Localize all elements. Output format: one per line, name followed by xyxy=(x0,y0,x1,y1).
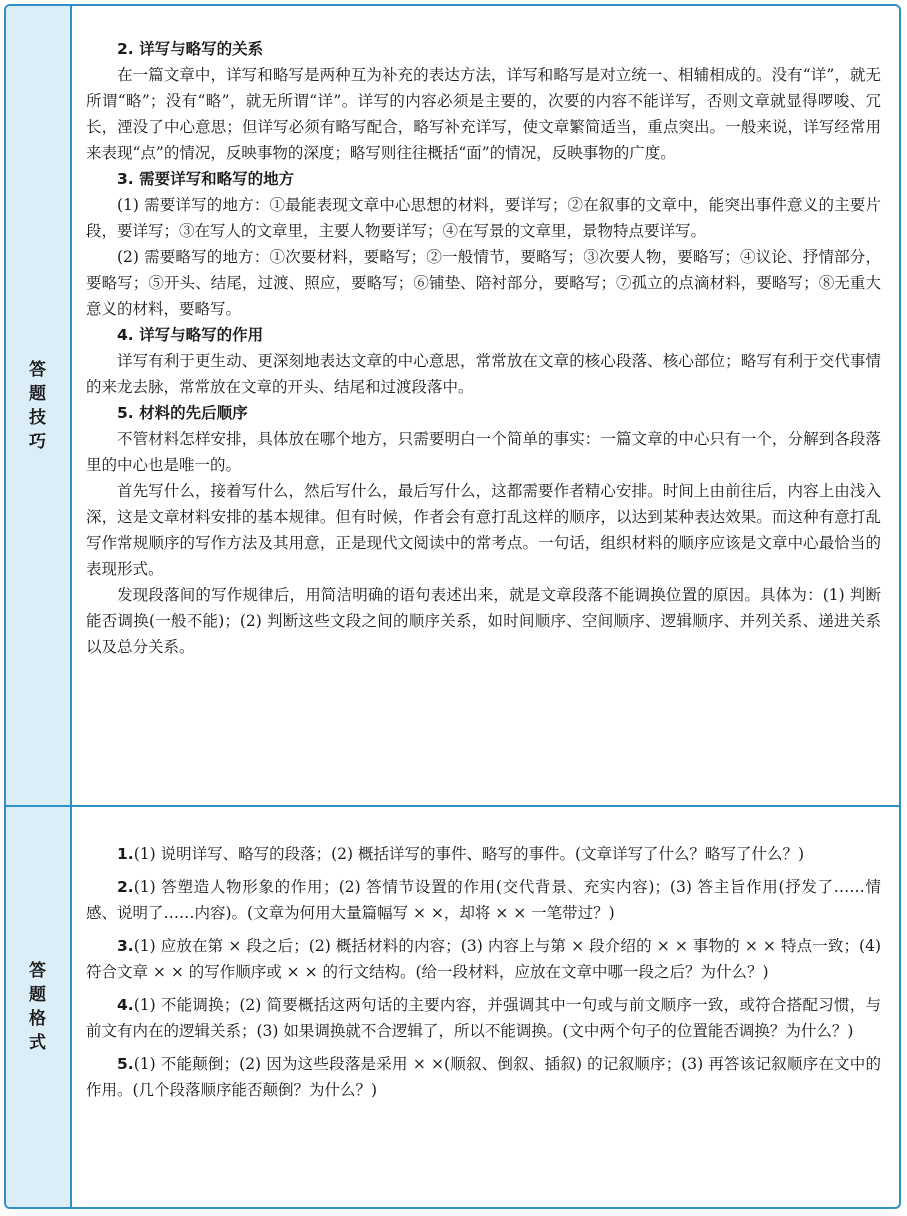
section-paragraph: 发现段落间的写作规律后，用简洁明确的语句表述出来，就是文章段落不能调换位置的原因。具体为：(1) 判断能否调换(一般不能)；(2) 判断这些文段之间的顺序关系，如时间顺序、空间顺序、逻辑顺序、并列关系、递进关系以及总分关系。 xyxy=(86,586,881,656)
format-item xyxy=(86,992,881,1044)
section-heading: 4. 详写与略写的作用 xyxy=(117,326,264,344)
format-item xyxy=(86,874,881,926)
item-text: (1) 不能颠倒；(2) 因为这些段落是采用 × ×(顺叙、倒叙、插叙) 的记叙顺序；(3) 再答该记叙顺序在文中的作用。(几个段落顺序能否颠倒？为什么？) xyxy=(86,1055,881,1099)
answer-table xyxy=(4,4,901,1209)
item-number: 4. xyxy=(117,996,134,1014)
item-text: (1) 答塑造人物形象的作用；(2) 答情节设置的作用(交代背景、充实内容)；(3) 答主旨作用(抒发了……情感、说明了……内容)。(文章为何用大量篇幅写 × ×，却将 × × 一笔带过？) xyxy=(86,878,881,922)
format-label-cell xyxy=(6,807,72,1207)
format-item xyxy=(86,933,881,985)
item-text: (1) 不能调换；(2) 简要概括这两句话的主要内容，并强调其中一句或与前文顺序一致，或符合搭配习惯，与前文有内在的逻辑关系；(3) 如果调换就不合逻辑了，所以不能调换。(文中两个句子的位置能否调换？为什么？) xyxy=(86,996,881,1040)
item-number: 2. xyxy=(117,878,134,896)
tips-row xyxy=(6,6,899,807)
section-heading: 3. 需要详写和略写的地方 xyxy=(117,170,295,188)
tips-label: 答题技巧 xyxy=(29,359,47,452)
section-heading: 2. 详写与略写的关系 xyxy=(117,40,264,58)
item-number: 5. xyxy=(117,1055,134,1073)
format-item xyxy=(86,841,881,867)
section-heading: 5. 材料的先后顺序 xyxy=(117,404,248,422)
item-number: 1. xyxy=(117,845,134,863)
section-paragraph: 首先写什么，接着写什么，然后写什么，最后写什么，这都需要作者精心安排。时间上由前往后，内容上由浅入深，这是文章材料安排的基本规律。但有时候，作者会有意打乱这样的顺序，以达到某种表达效果。而这种有意打乱写作常规顺序的写作方法及其用意，正是现代文阅读中的常考点。一句话，组织材料的顺序应该是文章中心最恰当的表现形式。 xyxy=(86,482,881,578)
format-item xyxy=(86,1051,881,1103)
section-paragraph: 不管材料怎样安排，具体放在哪个地方，只需要明白一个简单的事实：一篇文章的中心只有一个，分解到各段落里的中心也是唯一的。 xyxy=(86,430,881,474)
tips-content xyxy=(72,6,899,805)
item-text: (1) 说明详写、略写的段落；(2) 概括详写的事件、略写的事件。(文章详写了什么？略写了什么？) xyxy=(133,845,805,863)
section-paragraph: 在一篇文章中，详写和略写是两种互为补充的表达方法，详写和略写是对立统一、相辅相成的。没有“详”，就无所谓“略”；没有“略”，就无所谓“详”。详写的内容必须是主要的，次要的内容不能详写，否则文章就显得啰唆、冗长，湮没了中心意思；但详写必须有略写配合，略写补充详写，使文章繁简适当，重点突出。一般来说，详写经常用来表现“点”的情况，反映事物的深度；略写则往往概括“面”的情况，反映事物的广度。 xyxy=(86,66,881,162)
format-label: 答题格式 xyxy=(29,961,47,1053)
item-text: (1) 应放在第 × 段之后；(2) 概括材料的内容；(3) 内容上与第 × 段介绍的 × × 事物的 × × 特点一致；(4) 符合文章 × × 的写作顺序或 × × 的行文结构。(给一段材料，应放在文章中哪一段之后？为什么？) xyxy=(86,937,881,981)
section-paragraph: 详写有利于更生动、更深刻地表达文章的中心意思，常常放在文章的核心段落、核心部位；略写有利于交代事情的来龙去脉，常常放在文章的开头、结尾和过渡段落中。 xyxy=(86,352,881,396)
format-content xyxy=(72,807,899,1207)
section-paragraph: (2) 需要略写的地方：①次要材料，要略写；②一般情节，要略写；③次要人物，要略写；④议论、抒情部分，要略写；⑤开头、结尾，过渡、照应，要略写；⑥铺垫、陪衬部分，要略写；⑦孤立的点滴材料，要略写；⑧无重大意义的材料，要略写。 xyxy=(86,248,881,318)
format-row xyxy=(6,807,899,1207)
tips-label-cell xyxy=(6,6,72,805)
item-number: 3. xyxy=(117,937,134,955)
section-paragraph: (1) 需要详写的地方：①最能表现文章中心思想的材料，要详写；②在叙事的文章中，能突出事件意义的主要片段，要详写；③在写人的文章里，主要人物要详写；④在写景的文章里，景物特点要详写。 xyxy=(86,196,881,240)
